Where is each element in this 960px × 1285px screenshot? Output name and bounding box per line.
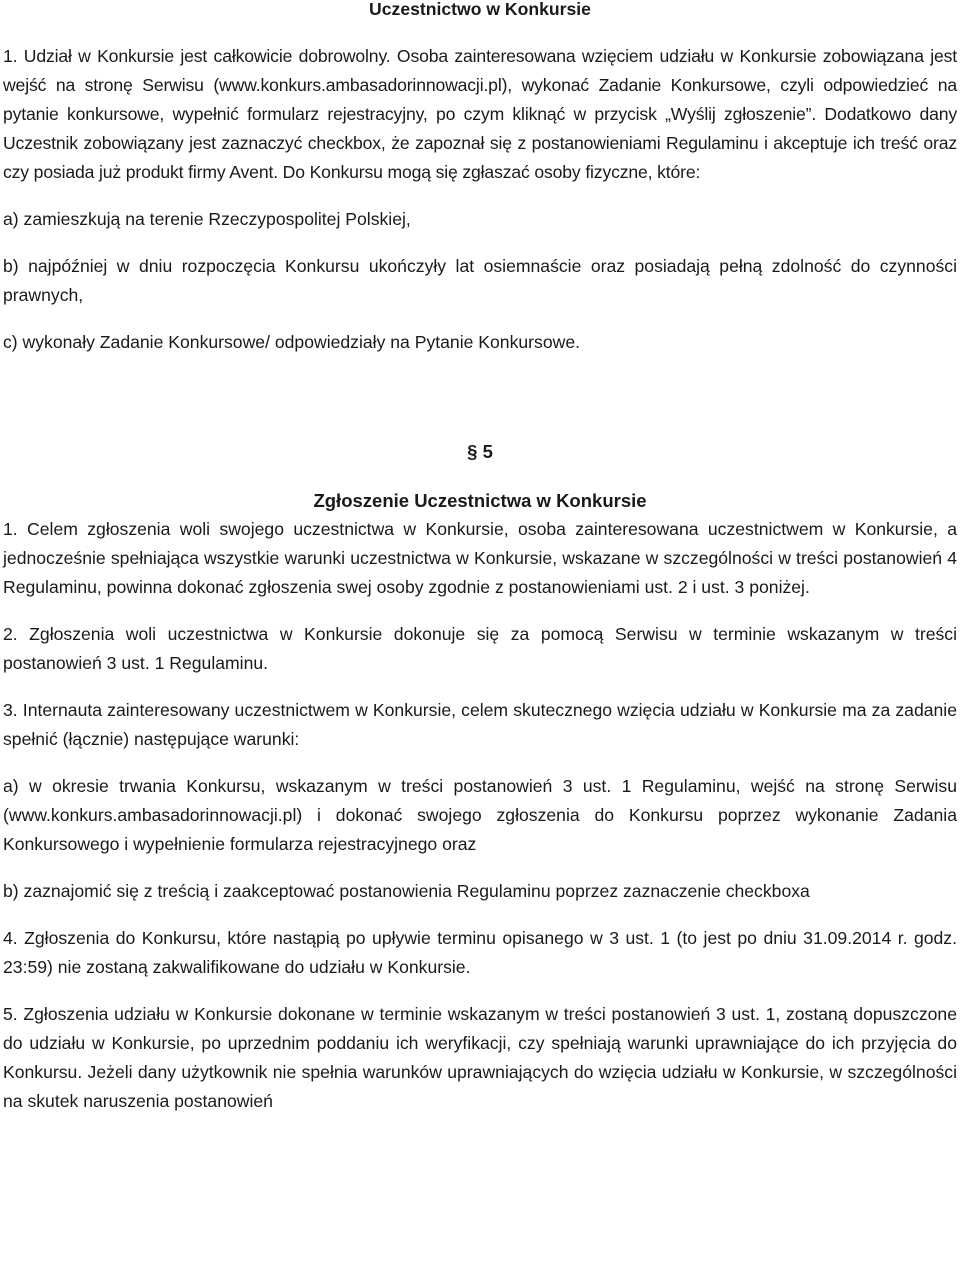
- section-title: Zgłoszenie Uczestnictwa w Konkursie: [313, 490, 647, 511]
- heading-participation: Uczestnictwo w Konkursie: [369, 0, 591, 19]
- section5-paragraph-3: 3. Internauta zainteresowany uczestnictwem w Konkursie, celem skutecznego wzięcia udziału w Konkursie ma za zadanie spełnić (łącznie) następujące warunki:: [3, 700, 957, 749]
- paragraph-1c: c) wykonały Zadanie Konkursowe/ odpowiedziały na Pytanie Konkursowe.: [3, 332, 580, 352]
- section5-paragraph-2: 2. Zgłoszenia woli uczestnictwa w Konkursie dokonuje się za pomocą Serwisu w terminie wskazanym w treści postanowień 3 ust. 1 Regulaminu.: [3, 624, 957, 673]
- section-number: [3, 437, 957, 466]
- section5-paragraph-4: 4. Zgłoszenia do Konkursu, które nastąpią po upływie terminu opisanego w 3 ust. 1 (to jest po dniu 31.09.2014 r. godz. 23:59) nie zostaną zakwalifikowane do udziału w Konkursie.: [3, 928, 957, 977]
- section5-paragraph-3a: a) w okresie trwania Konkursu, wskazanym w treści postanowień 3 ust. 1 Regulaminu, wejść na stronę Serwisu (www.konkurs.ambasadorinnowacji.pl) i dokonać swojego zgłoszenia do Konkursu poprzez wykonanie Zadania Konkursowego i wypełnienie formularza rejestracyjnego oraz: [3, 776, 957, 854]
- section-sign-icon: §: [467, 441, 478, 462]
- section5-paragraph-5: 5. Zgłoszenia udziału w Konkursie dokonane w terminie wskazanym w treści postanowień 3 ust. 1, zostaną dopuszczone do udziału w Konkursie, po uprzednim poddaniu ich weryfikacji, czy spełniają warunki uprawniające do ich przyjęcia do Konkursu. Jeżeli dany użytkownik nie spełnia warunków uprawniających do wzięcia udziału w Konkursie, w szczególności na skutek naruszenia postanowień: [3, 1004, 957, 1111]
- document-page: [3, 0, 957, 1116]
- paragraph-1a: a) zamieszkują na terenie Rzeczypospolitej Polskiej,: [3, 209, 411, 229]
- section-number-value: 5: [482, 441, 493, 462]
- section5-paragraph-1: 1. Celem zgłoszenia woli swojego uczestnictwa w Konkursie, osoba zainteresowana uczestnictwem w Konkursie, a jednocześnie spełniająca wszystkie warunki uczestnictwa w Konkursie, wskazane w szczególności w treści postanowień 4 Regulaminu, powinna dokonać zgłoszenia swej osoby zgodnie z postanowieniami ust. 2 i ust. 3 poniżej.: [3, 519, 957, 597]
- paragraph-1: 1. Udział w Konkursie jest całkowicie dobrowolny. Osoba zainteresowana wzięciem udziału w Konkursie zobowiązana jest wejść na stronę Serwisu (www.konkurs.ambasadorinnowacji.pl), wykonać Zadanie Konkursowe, czyli odpowiedzieć na pytanie konkursowe, wypełnić formularz rejestracyjny, po czym kliknąć w przycisk „Wyślij zgłoszenie”. Dodatkowo dany Uczestnik zobowiązany jest zaznaczyć checkbox, że zapoznał się z postanowieniami Regulaminu i akceptuje ich treść oraz czy posiada już produkt firmy Avent. Do Konkursu mogą się zgłaszać osoby fizyczne, które:: [3, 46, 957, 182]
- paragraph-1b: b) najpóźniej w dniu rozpoczęcia Konkursu ukończyły lat osiemnaście oraz posiadają pełną zdolność do czynności prawnych,: [3, 256, 957, 305]
- section5-paragraph-3b: b) zaznajomić się z treścią i zaakceptować postanowienia Regulaminu poprzez zaznaczenie checkboxa: [3, 881, 810, 901]
